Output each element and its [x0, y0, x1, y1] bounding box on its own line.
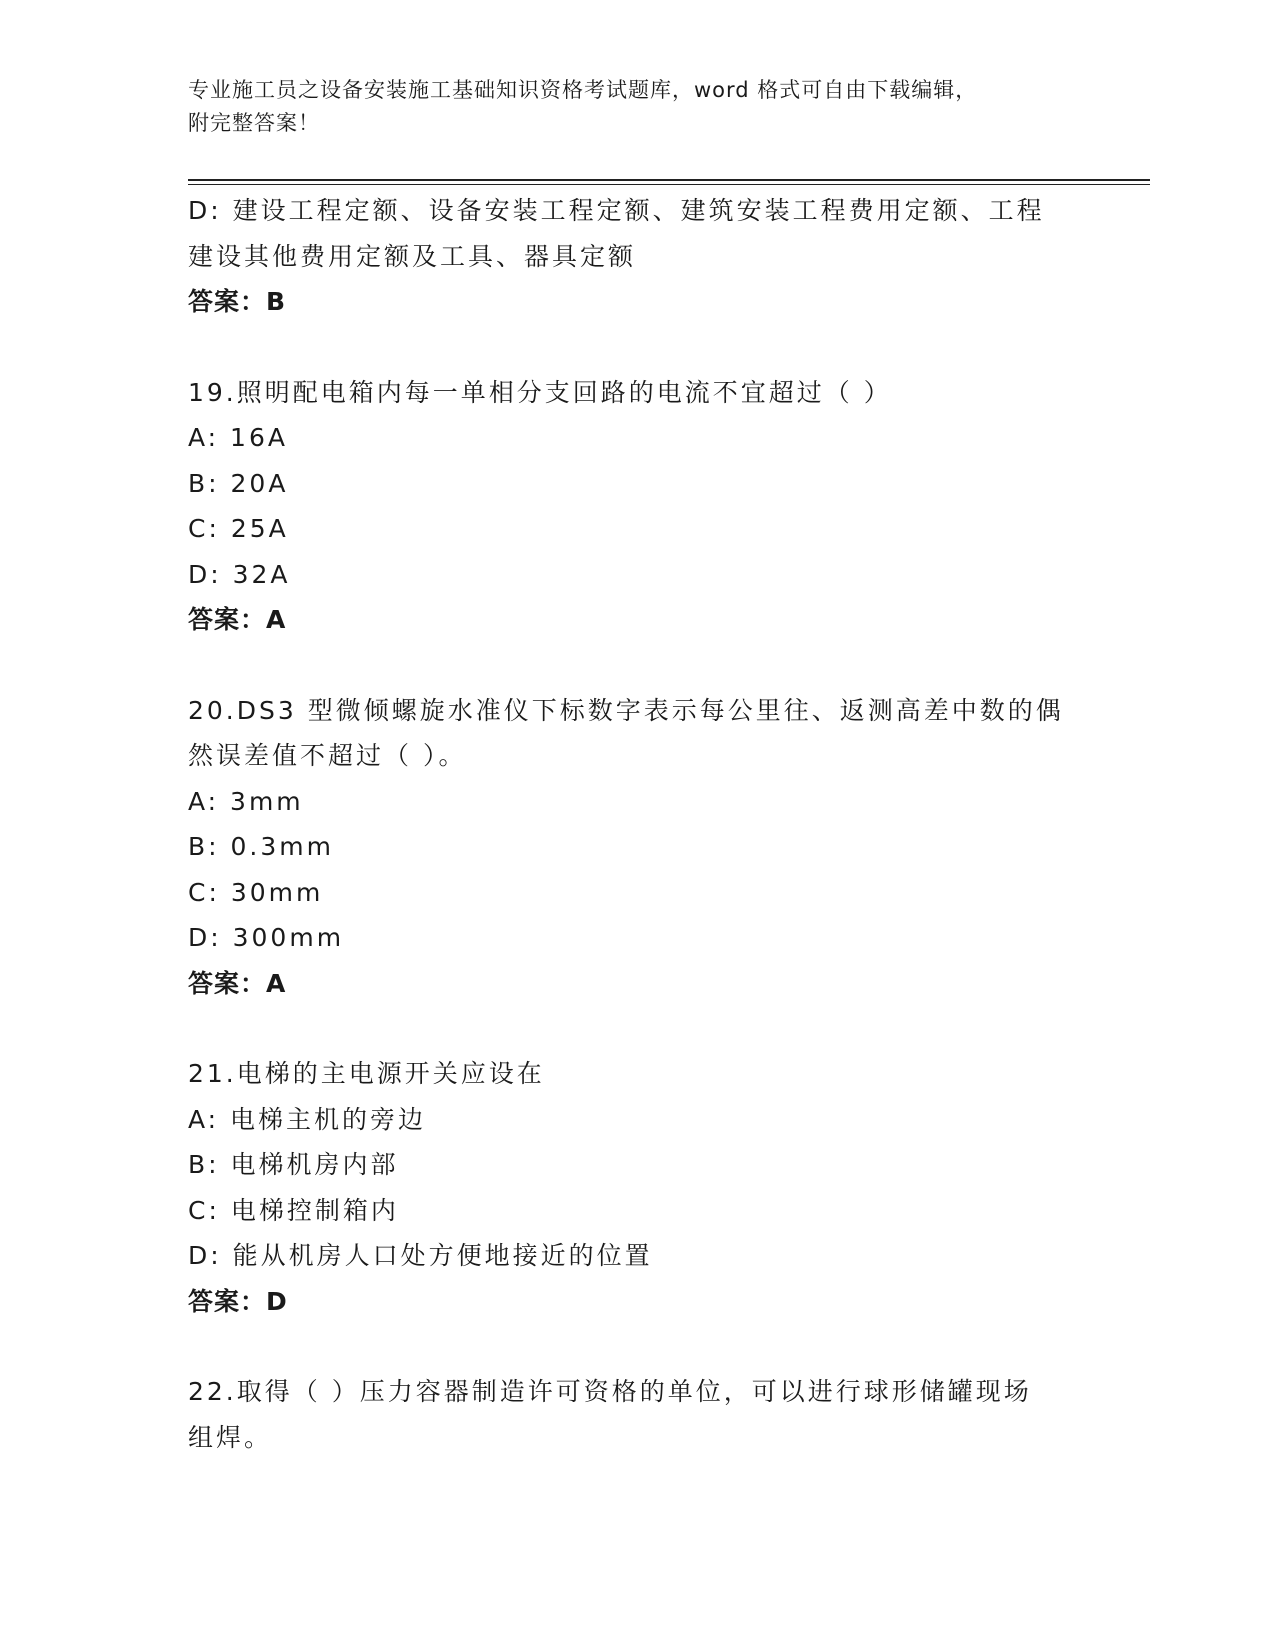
- answer-label: 答案：A: [188, 605, 287, 634]
- answer-label: 答案：B: [188, 287, 287, 316]
- option-a: A: 电梯主机的旁边: [188, 1104, 427, 1134]
- question-content: [188, 188, 1088, 1460]
- question-20: [188, 688, 1088, 1007]
- question-stem-line-1: 22.取得（ ）压力容器制造许可资格的单位，可以进行球形储罐现场: [188, 1377, 1032, 1406]
- option-d-line-2: 建设其他费用定额及工具、器具定额: [188, 241, 637, 271]
- option-b: B: 20A: [188, 468, 289, 498]
- question-stem-line-2: 组焊。: [188, 1422, 273, 1452]
- question-stem-line-2: 然误差值不超过（ ）。: [188, 741, 467, 770]
- question-stem: 19.照明配电箱内每一单相分支回路的电流不宜超过（ ）: [188, 377, 892, 407]
- option-d: D: 32A: [188, 559, 291, 589]
- question-22: [188, 1369, 1088, 1460]
- question-21: [188, 1051, 1088, 1324]
- option-a: A: 16A: [188, 423, 288, 452]
- document-header: [188, 74, 1088, 140]
- spacer: [188, 1324, 1088, 1369]
- spacer: [188, 325, 1088, 370]
- option-d-line-1: D: 建设工程定额、设备安装工程定额、建筑安装工程费用定额、工程: [188, 196, 1045, 225]
- header-line-2: 附完整答案！: [188, 111, 320, 135]
- answer-label: 答案：D: [188, 1286, 288, 1316]
- answer-label: 答案：A: [188, 968, 287, 998]
- previous-question-tail: [188, 188, 1088, 325]
- question-stem-line-1: 20.DS3 型微倾螺旋水准仪下标数字表示每公里往、返测高差中数的偶: [188, 695, 1064, 725]
- question-19: [188, 370, 1088, 643]
- spacer: [188, 1006, 1088, 1051]
- option-d: D: 能从机房人口处方便地接近的位置: [188, 1241, 653, 1270]
- option-c: C: 25A: [188, 514, 289, 543]
- option-d: D: 300mm: [188, 923, 345, 952]
- option-b: B: 电梯机房内部: [188, 1150, 399, 1179]
- header-divider-thick: [188, 179, 1150, 181]
- option-c: C: 30mm: [188, 877, 324, 907]
- option-a: A: 3mm: [188, 786, 304, 816]
- question-stem: 21.电梯的主电源开关应设在: [188, 1059, 545, 1088]
- spacer: [188, 643, 1088, 688]
- option-c: C: 电梯控制箱内: [188, 1195, 399, 1225]
- header-divider-thin: [188, 184, 1150, 185]
- option-b: B: 0.3mm: [188, 832, 334, 861]
- header-line-1: 专业施工员之设备安装施工基础知识资格考试题库，word 格式可自由下载编辑，: [188, 78, 978, 102]
